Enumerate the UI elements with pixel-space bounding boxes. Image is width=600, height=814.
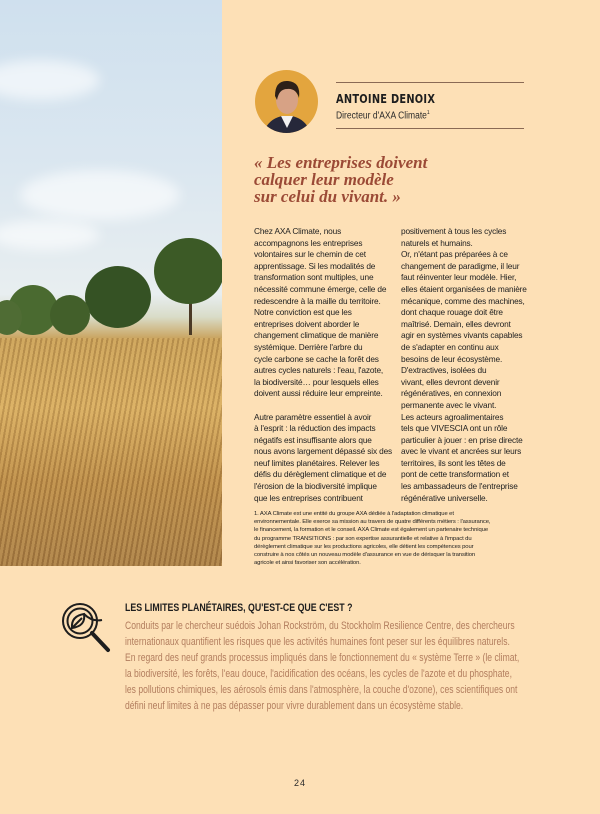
body-line: que les entreprises contribuent <box>254 492 363 503</box>
footnote <box>254 510 490 567</box>
body-line: pont de cette transformation et <box>401 469 509 480</box>
body-line: entreprises doivent aborder le <box>254 318 360 329</box>
body-line: changement climatique de manière <box>254 330 379 341</box>
box-line: défini neuf limites à ne pas dépasser pour vivre durablement dans un écosystème stable. <box>125 700 464 713</box>
person-name: ANTOINE DENOIX <box>336 92 436 106</box>
body-line: Or, n'étant pas préparées à ce <box>401 249 508 260</box>
footnote-line: 1. AXA Climate est une entité du groupe AXA dédiée à l'adaptation climatique et <box>254 511 454 517</box>
box-text <box>125 618 519 715</box>
field-photo <box>0 0 222 566</box>
body-line: nous avons largement dépassé six des <box>254 446 393 457</box>
quote-line: sur celui du vivant. » <box>254 187 401 206</box>
role-text: Directeur d'AXA Climate <box>336 110 427 122</box>
body-line: négatifs est insuffisante alors que <box>254 434 372 445</box>
footnote-line: agricole et ainsi favoriser son accélération. <box>254 560 361 567</box>
footnote-line: construire à nos côtés un nouveau modèle d'assurance en vue de dérisquer la transition <box>254 552 476 559</box>
divider <box>336 128 524 129</box>
body-line: avec le vivant et ancrées sur leurs <box>401 446 522 457</box>
body-line: régénérative universelle. <box>401 492 488 503</box>
body-line: faut réinventer leur modèle. Hier, <box>401 272 517 283</box>
body-line: particulier à jouer : en prise directe <box>401 434 523 445</box>
divider <box>336 82 524 83</box>
body-line: défis du dérèglement climatique et de <box>254 469 387 480</box>
box-line: internationaux quantifient les risques que les activités humaines font peser sur les équilibres naturels. <box>125 636 510 649</box>
body-line: transformation sont multiples, une <box>254 272 374 283</box>
body-line: systémique. Derrière l'arbre du <box>254 341 363 352</box>
body-line: besoins de leur écosystème. <box>401 353 503 364</box>
body-line: naturels et humains. <box>401 237 473 248</box>
body-line: à l'esprit : la réduction des impacts <box>254 423 376 434</box>
footnote-mark: 1 <box>426 110 430 116</box>
body-line: Notre conviction est que les <box>254 307 352 318</box>
body-line: nécessité commune émerge, celle de <box>254 283 387 294</box>
body-line: doivent aussi réduire leur empreinte. <box>254 388 383 399</box>
footnote-line: dérèglement climatique sur les productions agricoles, elle détient les compétences pour <box>254 543 474 550</box>
body-line: Autre paramètre essentiel à avoir <box>254 411 372 422</box>
body-line: D'extractives, isolées du <box>401 365 487 376</box>
body-line: positivement à tous les cycles <box>401 226 507 236</box>
body-line: changement de paradigme, il leur <box>401 260 520 271</box>
column-left <box>254 226 392 504</box>
pull-quote <box>254 154 427 205</box>
box-line: les pollutions chimiques, les aérosols émis dans l'atmosphère, la couche d'ozone), ces scientifiques ont <box>125 684 518 697</box>
body-line: régénératives, en connexion <box>401 388 502 399</box>
body-line: autres cycles naturels : l'eau, l'azote, <box>254 365 384 376</box>
body-line: dont chaque rouage doit être <box>401 307 503 318</box>
body-line: l'érosion de la biodiversité implique <box>254 481 377 492</box>
body-line: agir en systèmes vivants capables <box>401 330 523 341</box>
body-line: redescendre à la maille du territoire. <box>254 295 381 306</box>
body-line: tels que VIVESCIA ont un rôle <box>401 423 508 434</box>
body-line: volontaires sur le chemin de cet <box>254 249 366 260</box>
body-line: maîtrisé. Demain, elles devront <box>401 318 511 329</box>
quote-line: calquer leur modèle <box>254 170 394 189</box>
body-line: accompagnons les entreprises <box>254 237 363 248</box>
body-line <box>254 400 392 412</box>
person-role <box>336 110 430 121</box>
body-line: de s'adapter en continu aux <box>401 341 499 352</box>
body-line: elles étaient organisées de manière <box>401 283 527 294</box>
body-line: Les acteurs agroalimentaires <box>401 411 504 422</box>
body-line: territoires, ils sont les têtes de <box>401 457 506 468</box>
box-title: LES LIMITES PLANÉTAIRES, QU'EST-CE QUE C'EST ? <box>125 602 353 614</box>
quote-line: « Les entreprises doivent <box>254 153 428 172</box>
footnote-line: du programme TRANSITIONS : par son expertise assurantielle et relative à l'impact du <box>254 535 472 542</box>
body-line: cycle carbone se cache la forêt des <box>254 353 379 364</box>
body-line: les ambassadeurs de l'entreprise <box>401 481 518 492</box>
page-number: 24 <box>293 778 306 788</box>
body-line: la biodiversité… pour lesquels elles <box>254 376 379 387</box>
box-line: Conduits par le chercheur suédois Johan Rockström, du Stockholm Resilience Centre, des chercheurs <box>125 620 515 632</box>
footnote-line: environnementale. Elle exerce sa mission au travers de quatre différents métiers : l'assurance, <box>254 519 491 526</box>
body-line: mécanique, comme des machines, <box>401 295 525 306</box>
column-right <box>401 226 527 504</box>
footnote-line: le financement, la formation et le conseil. AXA Climate est également un partenaire technique <box>254 527 488 534</box>
box-line: En regard des neuf grands processus impliqués dans le fonctionnement du « système Terre » (le climat, <box>125 652 520 665</box>
avatar <box>255 70 318 133</box>
magnifier-leaf-icon <box>58 600 114 654</box>
body-line: Chez AXA Climate, nous <box>254 226 342 236</box>
body-line: neuf limites planétaires. Relever les <box>254 457 380 468</box>
body-line: apprentissage. Si les modalités de <box>254 260 376 271</box>
box-line: la biodiversité, les forêts, l'eau douce, l'acidification des océans, les cycles de l'azote et du phosphate, <box>125 668 512 681</box>
body-line: vivant, elles devront devenir <box>401 376 500 387</box>
body-line: permanente avec le vivant. <box>401 399 497 410</box>
